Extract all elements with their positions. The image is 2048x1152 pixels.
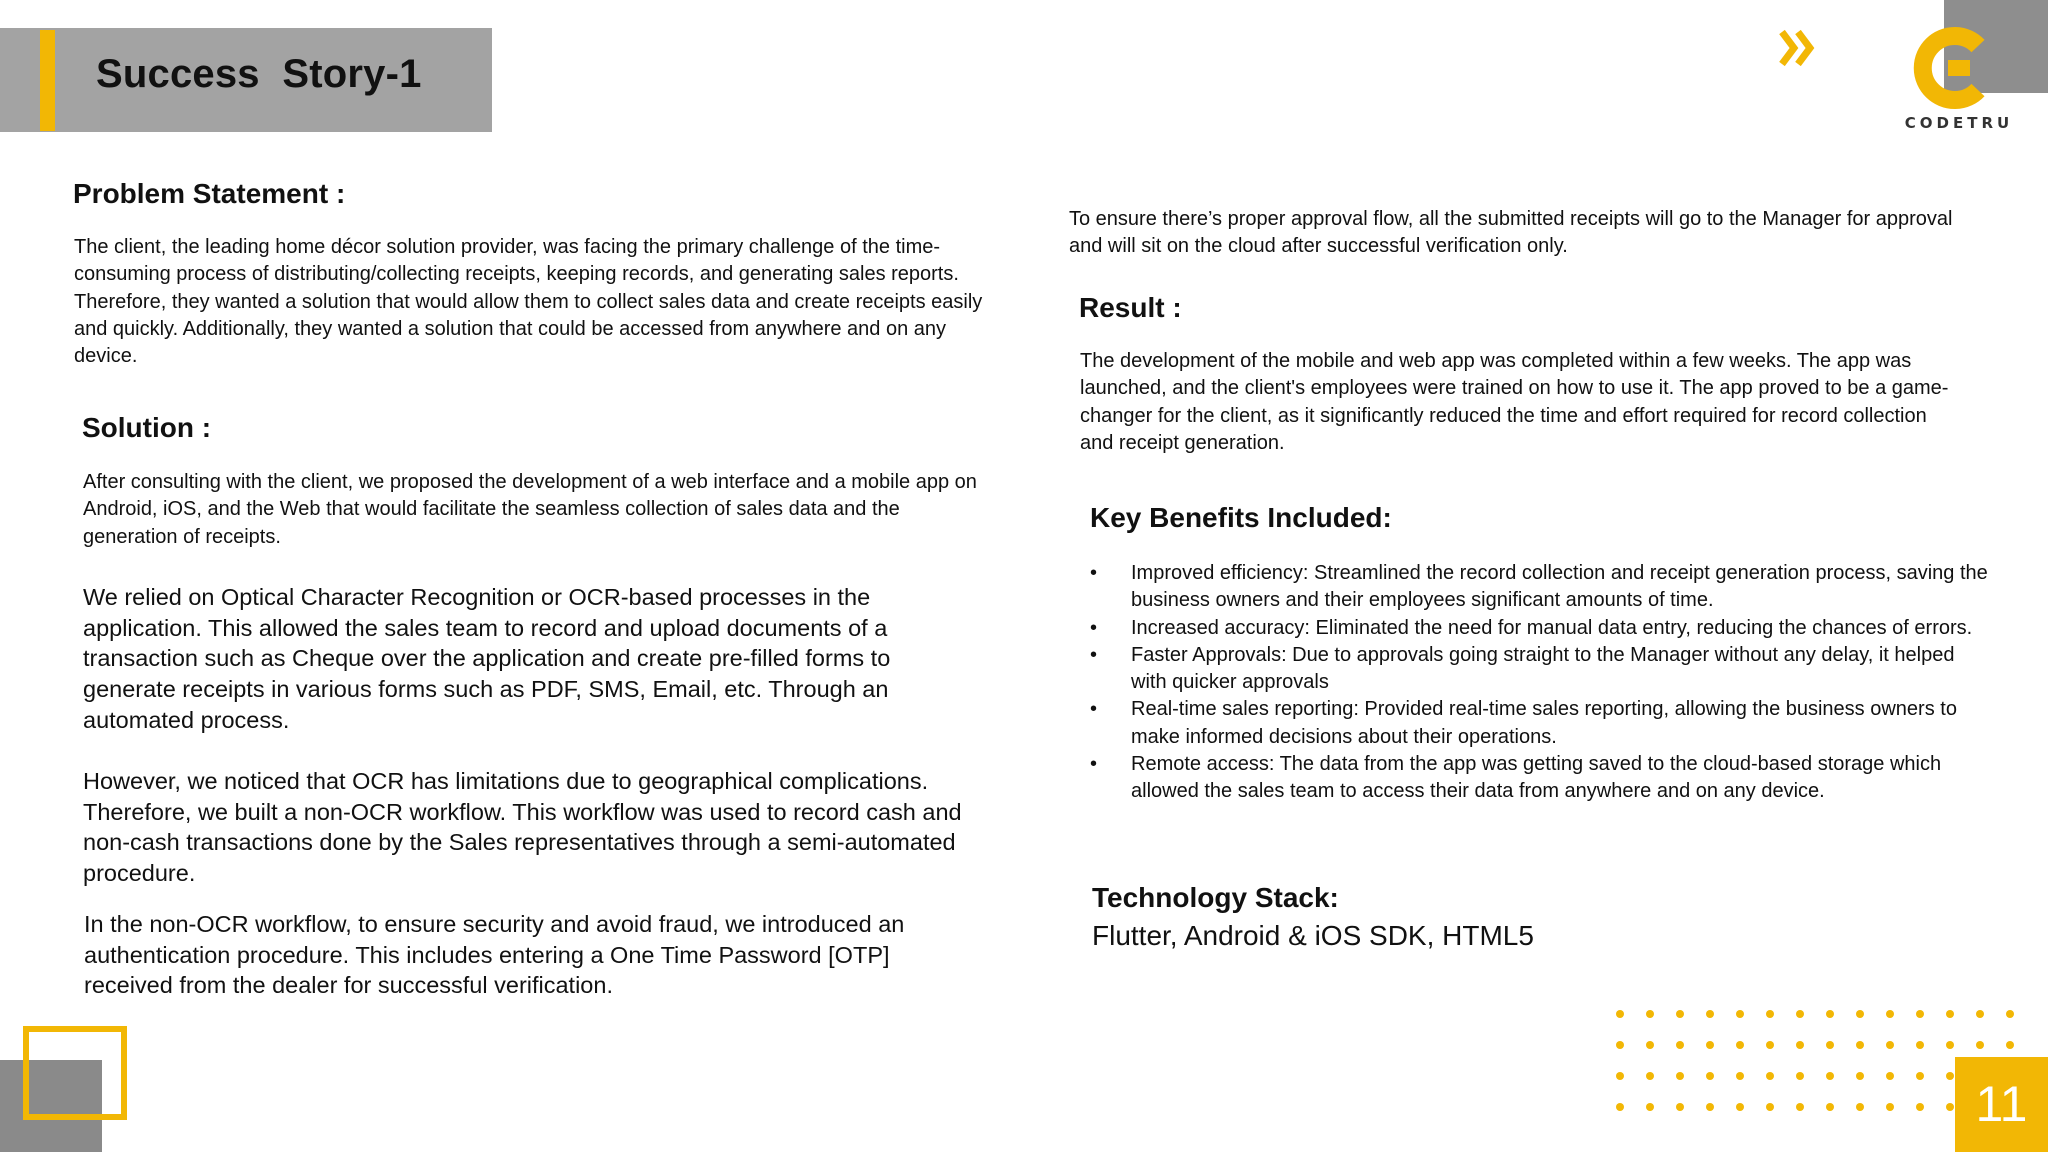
decor-dot (1676, 1072, 1684, 1080)
decor-dot (1736, 1041, 1744, 1049)
codetru-logo-icon (1908, 24, 1996, 112)
decor-dot (1826, 1103, 1834, 1111)
bullet-icon: • (1090, 698, 1098, 721)
decor-dot (1916, 1041, 1924, 1049)
tech-heading: Technology Stack: (1092, 882, 1339, 913)
decor-dot (1646, 1072, 1654, 1080)
benefit-item (1090, 751, 1990, 806)
decor-dot (1886, 1072, 1894, 1080)
decor-dot (1676, 1010, 1684, 1018)
decor-dot (2006, 1010, 2014, 1018)
solution-paragraph: However, we noticed that OCR has limitations due to geographical complications. Therefore, we built a non-OCR workflow. This workflow was used to record cash and non-cash transactions done by the Sales representatives through a semi-automated procedure. (83, 768, 962, 887)
decor-dot (1646, 1010, 1654, 1018)
corner-yellow-frame (23, 1026, 127, 1120)
decor-dot (1706, 1041, 1714, 1049)
decor-dot (1856, 1072, 1864, 1080)
solution-paragraph: After consulting with the client, we proposed the development of a web interface and a mobile app on Android, iOS, and the Web that would facilitate the seamless collection of sales data and the generation of receipts. (83, 471, 977, 548)
decor-dot (1826, 1072, 1834, 1080)
benefits-list (1090, 560, 1990, 806)
decor-dot (1826, 1010, 1834, 1018)
decor-dot (1826, 1041, 1834, 1049)
decor-dot (1706, 1010, 1714, 1018)
decor-dot (1946, 1072, 1954, 1080)
decor-dot (1946, 1010, 1954, 1018)
decor-dot (1916, 1103, 1924, 1111)
benefits-heading: Key Benefits Included: (1090, 502, 1392, 533)
benefit-item (1090, 615, 1990, 642)
problem-heading: Problem Statement : (73, 178, 346, 209)
decor-dot (1856, 1041, 1864, 1049)
approval-text: To ensure there’s proper approval flow, all the submitted receipts will go to the Manager for approval and will sit on the cloud after successful verification only. (1069, 208, 1953, 258)
solution-heading: Solution : (82, 412, 212, 443)
decor-dot (1796, 1072, 1804, 1080)
decor-dot (1856, 1010, 1864, 1018)
benefit-text: Real-time sales reporting: Provided real-time sales reporting, allowing the business owners to make informed decisions about their operations. (1131, 698, 1957, 748)
solution-paragraph: We relied on Optical Character Recognition or OCR-based processes in the application. This allowed the sales team to record and upload documents of a transaction such as Cheque over the application and create pre-filled forms to generate receipts in various forms such as PDF, SMS, Email, etc. Through an automated process. (83, 584, 891, 733)
decor-dot (1616, 1010, 1624, 1018)
bullet-icon: • (1090, 562, 1098, 584)
tech-text: Flutter, Android & iOS SDK, HTML5 (1092, 920, 1534, 951)
logo-wordmark: CODETRU (1904, 114, 2014, 132)
decor-dot (1946, 1103, 1954, 1111)
decor-dot (1736, 1103, 1744, 1111)
decor-dot (1646, 1041, 1654, 1049)
decor-dot (1676, 1103, 1684, 1111)
benefit-item (1090, 696, 1990, 751)
decor-dot (1766, 1072, 1774, 1080)
double-chevron-right-icon (1778, 22, 1820, 74)
benefit-text: Increased accuracy: Eliminated the need for manual data entry, reducing the chances of errors. (1131, 616, 1973, 639)
benefit-text: Improved efficiency: Streamlined the record collection and receipt generation process, saving the business owners and their employees significant amounts of time. (1131, 562, 1988, 612)
decor-dot (1916, 1072, 1924, 1080)
decor-dot (1796, 1103, 1804, 1111)
decor-dot (1736, 1010, 1744, 1018)
benefit-text: Remote access: The data from the app was getting saved to the cloud-based storage which allowed the sales team to access their data from anywhere and on any device. (1131, 753, 1942, 803)
decor-dot (1916, 1010, 1924, 1018)
decor-dot (1886, 1103, 1894, 1111)
decor-dot (1886, 1041, 1894, 1049)
decor-dot (1706, 1103, 1714, 1111)
decor-dot (1706, 1072, 1714, 1080)
decor-dot (2006, 1041, 2014, 1049)
decor-dot (1796, 1041, 1804, 1049)
bullet-icon: • (1090, 616, 1098, 639)
decor-dot (1766, 1041, 1774, 1049)
benefit-text: Faster Approvals: Due to approvals going straight to the Manager without any delay, it helped with quicker approvals (1131, 643, 1955, 694)
decor-dot (1796, 1010, 1804, 1018)
result-text: The development of the mobile and web app was completed within a few weeks. The app was launched, and the client's employees were trained on how to use it. The app proved to be a game-changer for the client, as it significantly reduced the time and effort required for record collection and receipt generation. (1080, 350, 1949, 454)
decor-dot (1766, 1103, 1774, 1111)
page-title: Success Story-1 (96, 52, 422, 96)
decor-dot (1856, 1103, 1864, 1111)
decor-dot (1946, 1041, 1954, 1049)
solution-paragraph: In the non-OCR workflow, to ensure security and avoid fraud, we introduced an authentication procedure. This includes entering a One Time Password [OTP] received from the dealer for successful verification. (84, 911, 905, 999)
benefit-item (1090, 560, 1990, 615)
result-heading: Result : (1079, 292, 1182, 323)
bullet-icon: • (1090, 753, 1098, 776)
decor-dot (1616, 1041, 1624, 1049)
decor-dot (1646, 1103, 1654, 1111)
decor-dot (1616, 1072, 1624, 1080)
decor-dot (1886, 1010, 1894, 1018)
bullet-icon: • (1090, 643, 1098, 666)
decor-dot (1766, 1010, 1774, 1018)
decor-dot (1676, 1041, 1684, 1049)
decor-dot (1976, 1010, 1984, 1018)
title-accent-bar (40, 30, 55, 131)
decor-dot (1736, 1072, 1744, 1080)
decor-dot (1976, 1041, 1984, 1049)
decor-dot (1616, 1103, 1624, 1111)
problem-text: The client, the leading home décor solution provider, was facing the primary challenge of the time-consuming process of distributing/collecting receipts, keeping records, and generating sales reports. Therefore, they wanted a solution that would allow them to collect sales data and create receipts easily and quickly. Additionally, they wanted a solution that could be accessed from anywhere and on any device. (74, 236, 983, 368)
page-number: 11 (1975, 1076, 2028, 1132)
benefit-item (1090, 642, 1990, 697)
